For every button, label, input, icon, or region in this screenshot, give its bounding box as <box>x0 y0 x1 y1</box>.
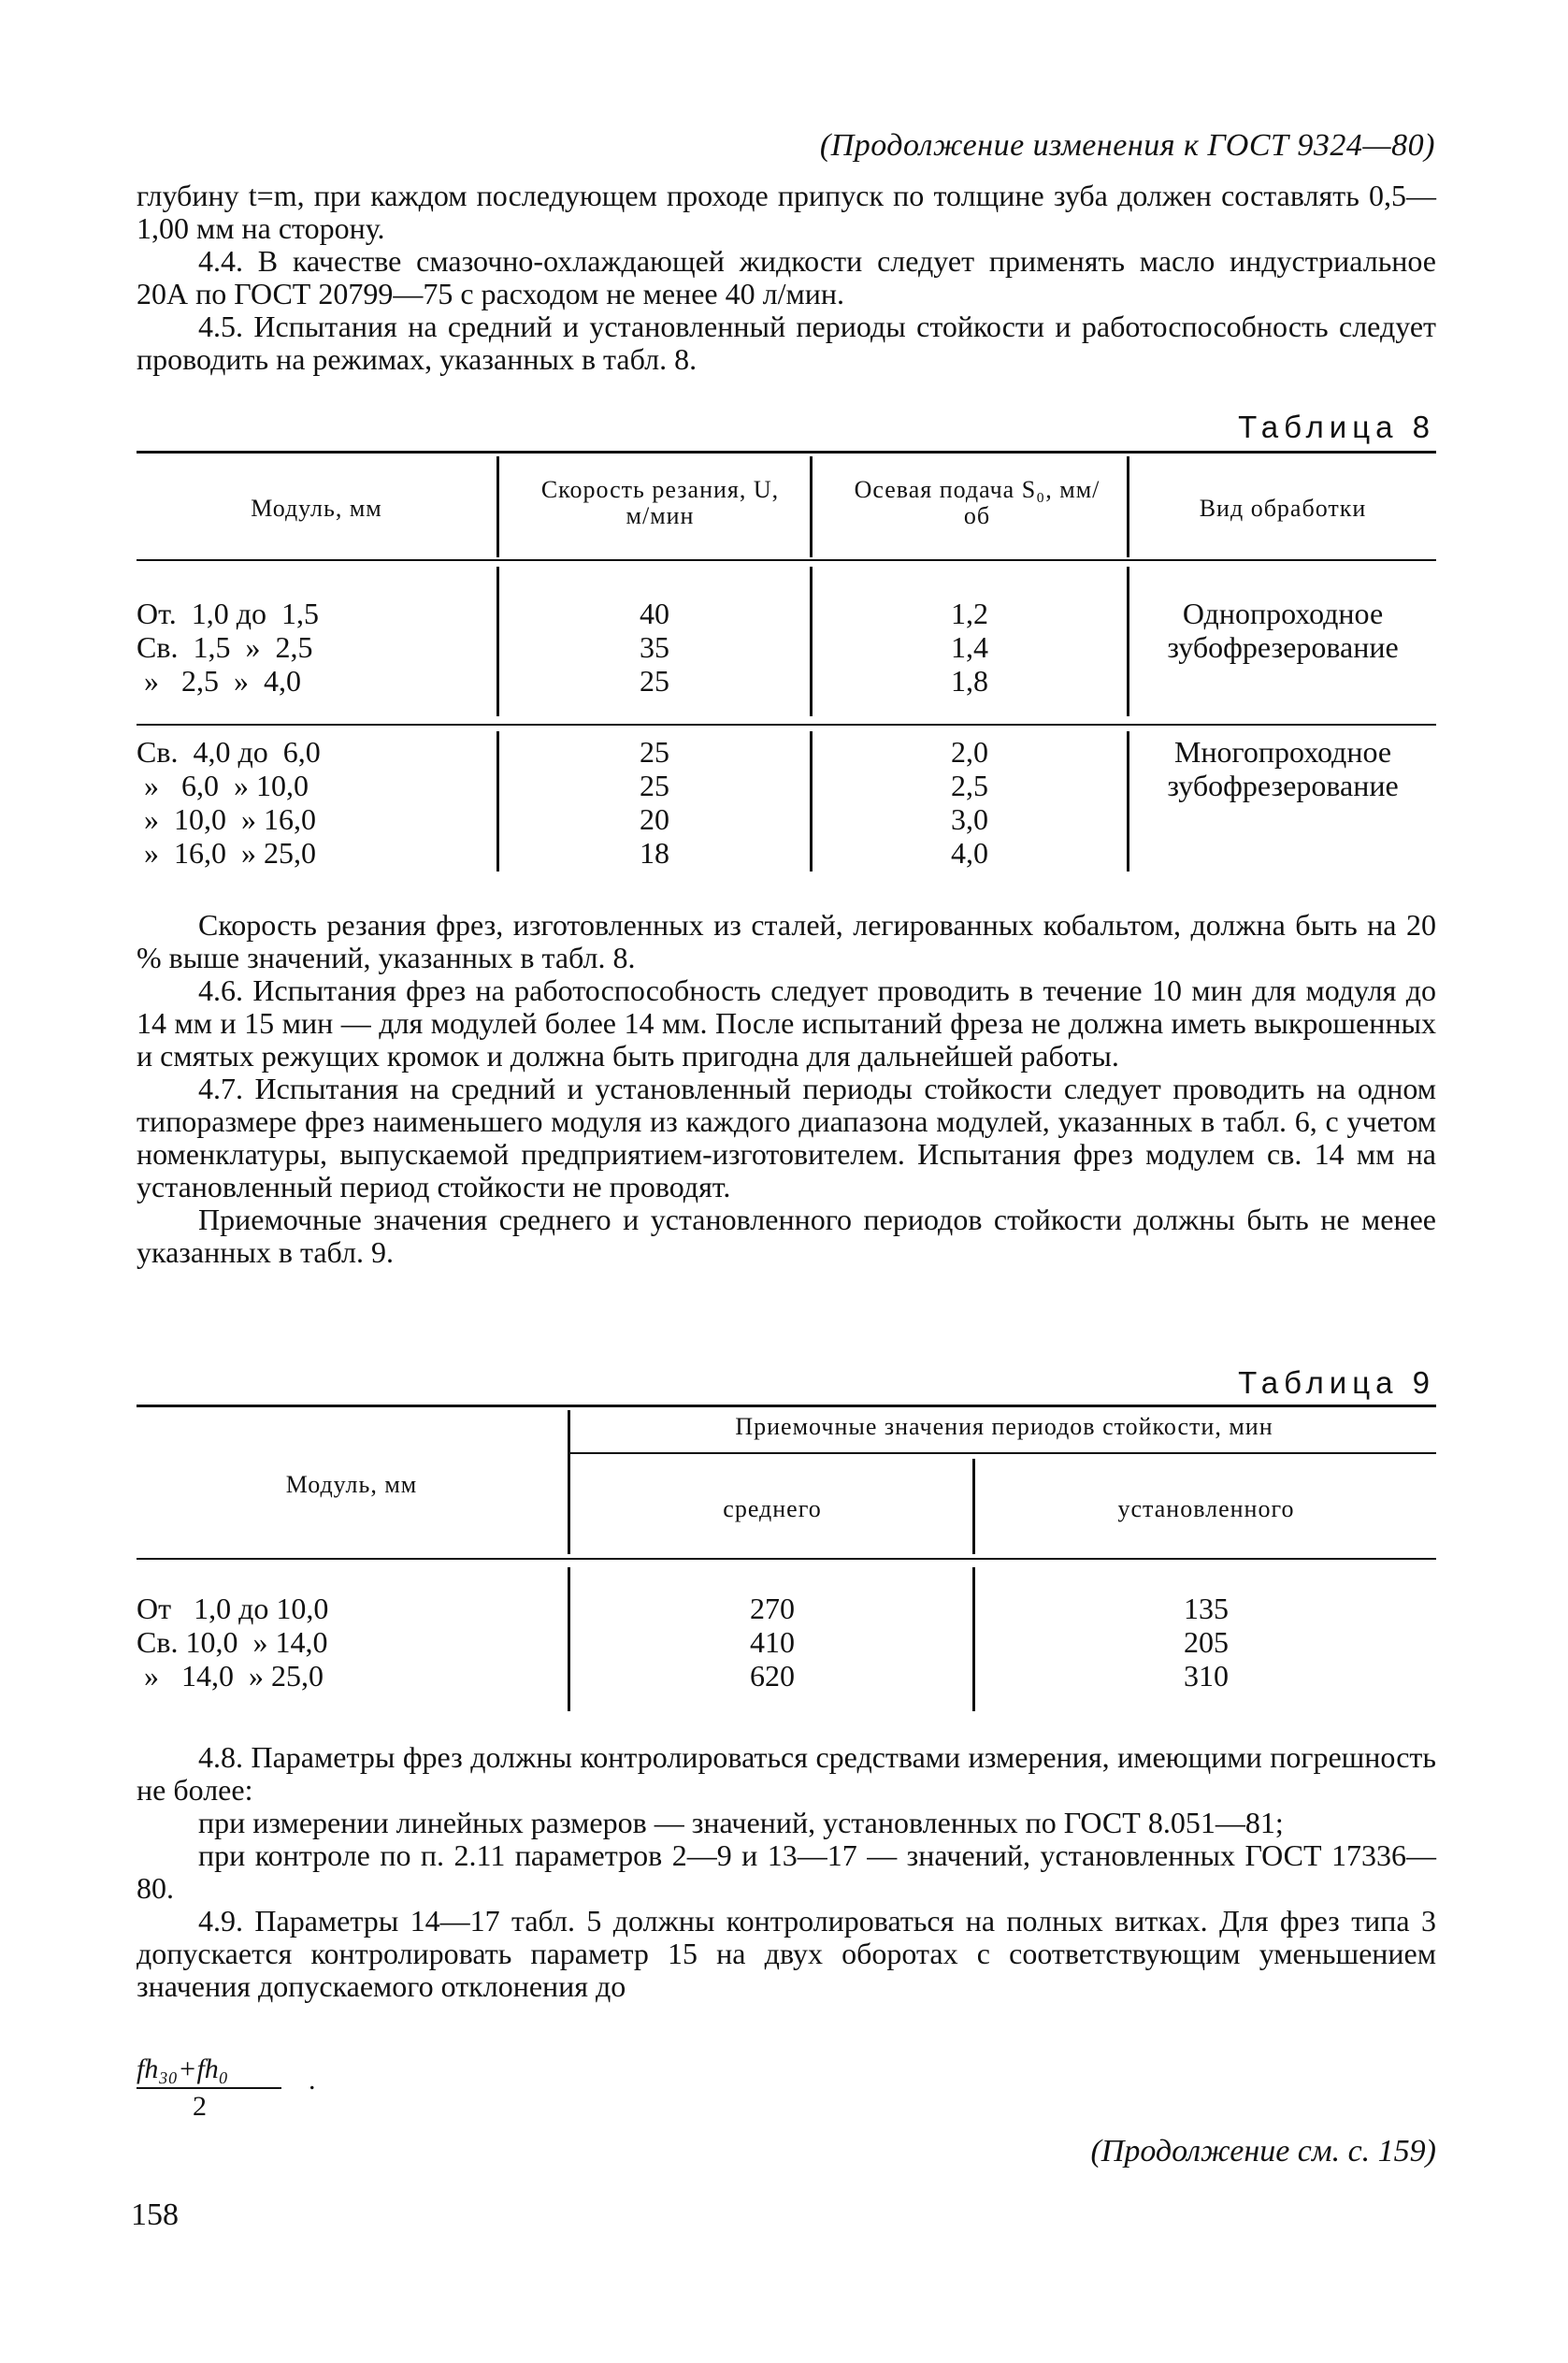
page-number: 158 <box>131 2197 179 2232</box>
table9-caption: Таблица 9 <box>1238 1365 1435 1400</box>
table8-cell-speed: 25 <box>640 735 669 769</box>
table9-vline <box>568 1410 570 1554</box>
table8-cell-feed: 3,0 <box>951 802 988 836</box>
table9-row-module: » 14,0 » 25,0 <box>137 1659 324 1693</box>
fraction-denominator: 2 <box>193 2091 207 2122</box>
table8-group-rule <box>137 724 1436 726</box>
paragraph-4-6: 4.6. Испытания фрез на работоспособность следует проводить в течение 10 мин для модуля до 14 мм и 15 мин — для модулей более 14 мм. После испытаний фреза не должна иметь выкрошенных и смятых режущих кромок и должна быть пригодна для дальнейшей работы. <box>137 973 1436 1073</box>
table8-row-module: От. 1,0 до 1,5 <box>137 597 319 630</box>
table8-caption: Таблица 8 <box>1238 410 1435 444</box>
table8-row-module: » 16,0 » 25,0 <box>137 836 316 870</box>
table8-cell-type: зубофрезерование <box>1167 630 1399 664</box>
table8-header-speed: Скорость резания, U, м/мин <box>540 476 780 529</box>
table8-cell-type: Однопроходное <box>1182 597 1384 630</box>
table9-group-rule <box>570 1452 1436 1454</box>
table8-header-module: Модуль, мм <box>251 495 382 522</box>
table9-cell-set: 310 <box>1184 1659 1229 1693</box>
table9-vline <box>568 1567 570 1711</box>
table9-header-set: установленного <box>1117 1495 1295 1522</box>
table8-header-type: Вид обработки <box>1199 495 1367 522</box>
table8-cell-feed: 2,5 <box>951 769 988 802</box>
table8-cell-speed: 25 <box>640 769 669 802</box>
table8-cell-feed: 4,0 <box>951 836 988 870</box>
intro-text <box>137 180 1436 376</box>
table8-row-module: » 10,0 » 16,0 <box>137 802 316 836</box>
paragraph: при контроле по п. 2.11 параметров 2—9 и 13—17 — значений, установленных ГОСТ 17336—80. <box>137 1838 1436 1905</box>
paragraph-4-4: 4.4. В качестве смазочно-охлаждающей жидкости следует применять масло индустриальное 20А по ГОСТ 20799—75 с расходом не менее 40 л/мин. <box>137 244 1436 310</box>
table8-vline <box>496 456 499 557</box>
page-header: (Продолжение изменения к ГОСТ 9324—80) <box>819 128 1435 163</box>
paragraph-4-7: 4.7. Испытания на средний и установленный периоды стойкости следует проводить на одном типоразмере фрез наименьшего модуля из каждого диапазона модулей, указанных в табл. 6, с учетом номенклатуры, выпускаемой предприятием-изготовителем. Испытания фрез модулем св. 14 мм на установленный период стойкости не проводят. <box>137 1072 1436 1203</box>
table8-cell-feed: 1,4 <box>951 630 988 664</box>
table9-header-group: Приемочные значения периодов стойкости, мин <box>735 1413 1273 1440</box>
table9-cell-avg: 620 <box>750 1659 795 1693</box>
table9-header-module: Модуль, мм <box>285 1471 418 1498</box>
table9-row-module: От 1,0 до 10,0 <box>137 1592 329 1625</box>
table8-cell-type: зубофрезерование <box>1167 769 1399 802</box>
table8-cell-speed: 25 <box>640 664 669 698</box>
middle-text <box>137 909 1436 1269</box>
table8-header-feed: Осевая подача S₀, мм/об <box>854 476 1100 529</box>
table8-cell-speed: 35 <box>640 630 669 664</box>
table8-cell-speed: 20 <box>640 802 669 836</box>
table9-top-rule <box>137 1405 1436 1407</box>
table8-row-module: » 2,5 » 4,0 <box>137 664 301 698</box>
table8-cell-feed: 1,8 <box>951 664 988 698</box>
table9-cell-avg: 410 <box>750 1625 795 1659</box>
table9-cell-set: 205 <box>1184 1625 1229 1659</box>
table9-cell-avg: 270 <box>750 1592 795 1625</box>
paragraph: Приемочные значения среднего и установленного периодов стойкости должны быть не менее указанных в табл. 9. <box>137 1203 1436 1269</box>
table9-vline <box>972 1459 975 1554</box>
table8-cell-feed: 2,0 <box>951 735 988 769</box>
table9-header-avg: среднего <box>723 1495 822 1522</box>
table8-cell-speed: 40 <box>640 597 669 630</box>
table8-row-module: Св. 4,0 до 6,0 <box>137 735 321 769</box>
paragraph: Скорость резания фрез, изготовленных из сталей, легированных кобальтом, должна быть на 20 % выше значений, указанных в табл. 8. <box>137 908 1436 974</box>
paragraph-4-5: 4.5. Испытания на средний и установленный периоды стойкости и работоспособность следует проводить на режимах, указанных в табл. 8. <box>137 310 1436 376</box>
table8-top-rule <box>137 451 1436 454</box>
paragraph: при измерении линейных размеров — значений, установленных по ГОСТ 8.051—81; <box>198 1806 1284 1839</box>
fraction-numerator: fh₃₀+fh₀ <box>137 2053 281 2089</box>
table9-row-module: Св. 10,0 » 14,0 <box>137 1625 328 1659</box>
continuation-note: (Продолжение см. с. 159) <box>1090 2134 1436 2168</box>
table8-cell-speed: 18 <box>640 836 669 870</box>
table8-cell-feed: 1,2 <box>951 597 988 630</box>
paragraph-4-8: 4.8. Параметры фрез должны контролироваться средствами измерения, имеющими погрешность не более: <box>137 1740 1436 1807</box>
table9-vline <box>972 1567 975 1711</box>
table8-vline <box>810 456 813 557</box>
table9-header-rule <box>137 1558 1436 1560</box>
table9-cell-set: 135 <box>1184 1592 1229 1625</box>
table8-header-rule <box>137 559 1436 561</box>
tolerance-fraction <box>137 2053 281 2123</box>
paragraph: глубину t=m, при каждом последующем проходе припуск по толщине зуба должен составлять 0,5—1,00 мм на сторону. <box>137 179 1436 245</box>
table8-cell-type: Многопроходное <box>1173 735 1392 769</box>
table8-row-module: » 6,0 » 10,0 <box>137 769 309 802</box>
table8-row-module: Св. 1,5 » 2,5 <box>137 630 313 664</box>
fraction-period: . <box>309 2065 316 2096</box>
paragraph-4-9: 4.9. Параметры 14—17 табл. 5 должны контролироваться на полных витках. Для фрез типа 3 допускается контролировать параметр 15 на двух оборотах с соответствующим уменьшением значения допускаемого отклонения до <box>137 1904 1436 2003</box>
bottom-text <box>137 1741 1436 2003</box>
